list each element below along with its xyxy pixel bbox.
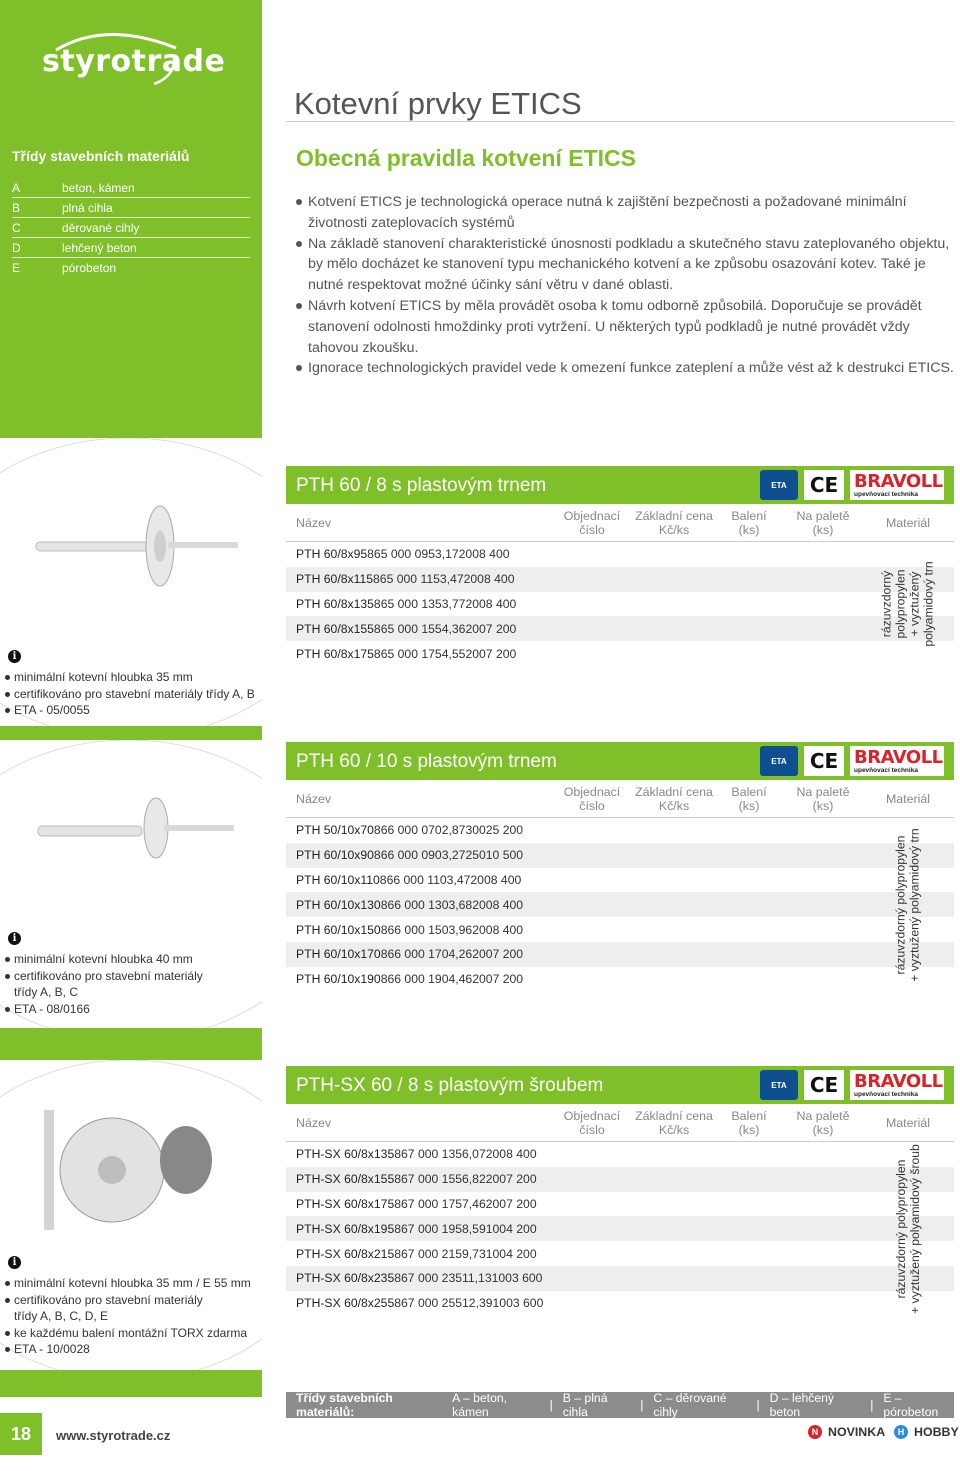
cell-code: 865 000 135 (373, 596, 442, 611)
col-material-header: Materiál (885, 1115, 931, 1130)
footer-class: D – lehčený beton (769, 1391, 834, 1419)
cell-name: PTH 60/10x90 (296, 848, 374, 863)
col-price-line2: Kč/ks (658, 522, 690, 537)
cell-code: 865 000 115 (373, 572, 440, 587)
table-header (286, 1104, 954, 1142)
material-cell (862, 818, 954, 992)
material-class-table (12, 178, 250, 278)
table-header (286, 504, 954, 542)
cell-name: PTH 60/8x115 (296, 572, 374, 587)
col-material-header: Materiál (885, 791, 931, 806)
table-row (286, 641, 954, 666)
class-row (12, 178, 250, 198)
eta-logo-icon: ETA (760, 1070, 798, 1100)
material-line: polypropylen (893, 569, 908, 639)
info-item: ETA - 05/0055 (4, 702, 258, 719)
table-row (286, 868, 954, 893)
footer-class: A – beton, kámen (452, 1391, 508, 1419)
product-table-pth-sx-60-8 (286, 1066, 954, 1316)
cell-price: 9,73 (462, 1246, 486, 1261)
col-pallet-line2: (ks) (812, 1122, 834, 1137)
product-title: PTH 60 / 8 s plastovým trnem (296, 475, 547, 496)
cell-pallet: 10 500 (485, 848, 524, 863)
certification-logos (760, 1070, 944, 1100)
col-pallet-header (784, 509, 862, 537)
class-value: beton, kámen (62, 180, 135, 195)
cell-price: 4,26 (448, 947, 473, 962)
cell-pack: 200 (472, 922, 493, 937)
bravoll-wordmark: BRAVOLL (854, 747, 943, 768)
separator: | (756, 1398, 760, 1412)
eta-logo-icon: ETA (760, 470, 798, 500)
cell-price: 6,82 (462, 1172, 486, 1187)
info-item: ke každému balení montážní TORX zdarma (4, 1325, 258, 1342)
cell-pallet: 7 200 (485, 621, 517, 636)
col-pack-line2: (ks) (738, 522, 760, 537)
table-row (286, 1142, 954, 1167)
table-row (286, 1291, 954, 1316)
cell-price: 3,47 (439, 572, 464, 587)
class-value: děrované cihly (62, 220, 140, 235)
col-pallet-line2: (ks) (812, 522, 834, 537)
info-item: ETA - 10/0028 (4, 1341, 258, 1358)
product-title: PTH 60 / 10 s plastovým trnem (296, 751, 557, 772)
class-value: plná cihla (62, 200, 113, 215)
table-row (286, 1266, 954, 1291)
cell-price: 3,47 (446, 872, 471, 887)
cell-code: 867 000 215 (394, 1246, 463, 1261)
cell-code: 865 000 095 (367, 547, 435, 562)
cell-name: PTH 60/10x130 (296, 897, 381, 912)
ce-mark-icon: CE (804, 470, 844, 500)
cell-price: 3,17 (434, 547, 459, 562)
cell-pack: 200 (458, 547, 479, 562)
material-text (880, 561, 936, 646)
cell-name: PTH-SX 60/8x215 (296, 1246, 395, 1261)
product-info-1 (4, 650, 258, 719)
product-table-pth-60-8 (286, 466, 954, 666)
col-pack-line1: Balení (731, 784, 767, 799)
material-line: + vyztužený polyamidový trn (908, 828, 922, 982)
cell-price: 3,27 (441, 848, 466, 863)
col-pack-line1: Balení (731, 508, 767, 523)
col-name-header: Název (296, 1115, 332, 1130)
separator: | (549, 1398, 553, 1412)
page-title: Kotevní prvky ETICS (294, 86, 582, 121)
cell-pack: 200 (463, 572, 484, 587)
cell-pallet: 7 200 (492, 947, 524, 962)
material-line: rázuvzdorný (879, 570, 894, 638)
class-value: pórobeton (62, 261, 117, 275)
cell-pallet: 3 600 (512, 1296, 544, 1311)
cell-code: 866 000 130 (380, 897, 449, 912)
bravoll-tagline: upevňovací technika (854, 767, 918, 774)
material-cell (862, 542, 954, 666)
info-item: ETA - 08/0166 (4, 1001, 258, 1018)
footer-class: B – plná cihla (562, 1391, 608, 1419)
col-pack-header (714, 785, 784, 813)
cell-pack: 200 (472, 947, 493, 962)
cell-price: 11,13 (462, 1271, 492, 1286)
info-icon: i (8, 932, 21, 945)
cell-code: 867 000 155 (394, 1172, 463, 1187)
cell-price: 7,46 (462, 1196, 486, 1211)
col-code-header: Objednací číslo (563, 784, 621, 813)
table-row (286, 942, 954, 967)
info-icon: i (8, 1256, 21, 1269)
cell-pack: 200 (485, 1196, 507, 1211)
col-price-header (634, 509, 714, 537)
separator: | (640, 1398, 644, 1412)
cell-pallet: 7 200 (506, 1196, 537, 1211)
legend-new (808, 1425, 885, 1439)
cell-pallet: 8 400 (492, 897, 524, 912)
cell-pallet: 8 400 (492, 922, 524, 937)
legend-label: HOBBY (914, 1425, 959, 1439)
cell-name: PTH 50/10x70 (296, 823, 374, 838)
cell-price: 4,46 (448, 972, 473, 987)
col-pallet-line1: Na paletě (796, 784, 850, 799)
cell-pack: 250 (465, 848, 486, 863)
footer-class: C – děrované cihly (653, 1391, 727, 1419)
cell-code: 866 000 070 (373, 823, 442, 838)
col-pallet-line1: Na paletě (796, 508, 850, 523)
table-row (286, 1192, 954, 1217)
col-price-line1: Základní cena (635, 1108, 713, 1123)
table-row (286, 542, 954, 567)
info-item: minimální kotevní hloubka 35 mm / E 55 mm (4, 1275, 258, 1292)
cell-price: 3,68 (448, 897, 473, 912)
footer-label: Třídy stavebních materiálů: (296, 1391, 393, 1419)
cell-pack: 200 (470, 872, 491, 887)
cell-pallet: 25 200 (485, 823, 524, 838)
product-info-3 (4, 1256, 258, 1358)
col-pack-line2: (ks) (738, 1122, 760, 1137)
col-price-line2: Kč/ks (658, 1122, 690, 1137)
cell-name: PTH-SX 60/8x235 (296, 1271, 395, 1286)
class-row (12, 198, 250, 218)
section-title: Obecná pravidla kotvení ETICS (296, 145, 636, 171)
cell-pack: 200 (472, 972, 493, 987)
cell-pallet: 7 200 (485, 646, 517, 661)
bravoll-wordmark: BRAVOLL (854, 1071, 943, 1092)
table-body (286, 1142, 954, 1316)
cell-code: 866 000 170 (380, 947, 449, 962)
bravoll-tagline: upevňovací technika (854, 1091, 918, 1098)
col-pallet-line2: (ks) (812, 798, 834, 813)
product-header (286, 1066, 954, 1104)
col-name-header: Název (296, 515, 332, 530)
cell-code: 866 000 150 (380, 922, 449, 937)
footer-class-legend (286, 1392, 954, 1418)
legend-label: NOVINKA (828, 1425, 886, 1439)
info-item: třídy A, B, C, D, E (14, 1309, 109, 1324)
table-row (286, 1241, 954, 1266)
cell-name: PTH 60/10x110 (296, 872, 380, 887)
class-row (12, 238, 250, 258)
cell-price: 3,77 (441, 596, 466, 611)
cell-code: 867 000 175 (394, 1196, 463, 1211)
col-pallet-line1: Na paletě (796, 1108, 850, 1123)
cell-code: 867 000 135 (394, 1147, 463, 1162)
cell-name: PTH 60/8x175 (296, 646, 374, 661)
material-line: rázuvzdorný polypropylen (894, 1159, 909, 1299)
material-line: + vyztužený (907, 571, 922, 637)
cell-price: 4,55 (441, 646, 466, 661)
class-key: B (12, 200, 21, 215)
class-key: D (12, 240, 21, 255)
cell-pack: 200 (485, 1172, 507, 1187)
info-icon: i (8, 650, 21, 663)
rule-item: Návrh kotvení ETICS by měla provádět osoba k tomu odborně způsobilá. Doporučuje se provádět stanovení odolnosti hmoždinky proti vytržení. U některých typů podkladů je nutné provádět vždy tahovou zkoušku. (296, 296, 956, 358)
table-body (286, 542, 954, 666)
bravoll-logo (850, 470, 944, 500)
cell-pallet: 7 200 (506, 1172, 537, 1187)
info-item: minimální kotevní hloubka 35 mm (4, 669, 258, 686)
cell-pack: 300 (465, 823, 486, 838)
col-code-header: Objednací číslo (563, 508, 621, 537)
cell-price: 6,07 (462, 1147, 486, 1162)
col-price-line1: Základní cena (635, 784, 713, 799)
product-header (286, 466, 954, 504)
cell-name: PTH 60/8x155 (296, 621, 374, 636)
cell-code: 866 000 110 (379, 872, 447, 887)
separator: | (870, 1398, 874, 1412)
material-line: + vyztužený polyamidový šroub (908, 1143, 923, 1314)
info-item: třídy A, B, C (14, 985, 79, 1000)
cell-name: PTH 60/10x170 (296, 947, 381, 962)
ce-mark-icon: CE (804, 1070, 844, 1100)
sidebar-title: Třídy stavebních materiálů (12, 148, 190, 164)
new-badge-icon: N (808, 1425, 822, 1439)
cell-name: PTH 60/8x95 (296, 547, 368, 562)
material-cell (862, 1142, 954, 1316)
bravoll-wordmark: BRAVOLL (854, 471, 943, 492)
hobby-badge-icon: H (894, 1425, 908, 1439)
col-pallet-header (784, 785, 862, 813)
class-key: E (12, 261, 21, 275)
website-link[interactable]: www.styrotrade.cz (56, 1428, 171, 1443)
brand-logo[interactable]: styrotrade (42, 44, 226, 79)
cell-pack: 200 (472, 897, 493, 912)
cell-pack: 100 (491, 1271, 512, 1286)
cell-code: 867 000 255 (394, 1296, 463, 1311)
cell-name: PTH 60/10x150 (296, 922, 381, 937)
table-row (286, 892, 954, 917)
cell-price: 4,36 (441, 621, 466, 636)
rule-item: Kotvení ETICS je technologická operace nutná k zajištění bezpečnosti a požadované minimální životnosti zateplovacích systémů (296, 192, 956, 234)
table-row (286, 592, 954, 617)
cell-price: 3,96 (448, 922, 473, 937)
col-pack-line2: (ks) (738, 798, 760, 813)
class-key: C (12, 220, 21, 235)
cell-name: PTH 60/10x190 (296, 972, 381, 987)
cell-code: 867 000 235 (394, 1271, 463, 1286)
material-line: rázuvzdorný polypropylen (894, 835, 908, 975)
cell-pallet: 8 400 (506, 1147, 537, 1162)
product-info-2 (4, 932, 258, 1017)
rule-item: Ignorace technologických pravidel vede k omezení funkce zateplení a může vést až k destrukci ETICS. (296, 358, 956, 379)
material-text (894, 828, 922, 981)
cell-price: 2,87 (441, 823, 466, 838)
col-price-line1: Základní cena (635, 508, 713, 523)
eta-logo-icon: ETA (760, 746, 798, 776)
bravoll-logo (850, 1070, 944, 1100)
info-item: certifikováno pro stavební materiály třídy A, B (4, 686, 258, 703)
cell-pack: 200 (465, 646, 486, 661)
col-pack-header (714, 1109, 784, 1137)
col-code-header: Objednací číslo (563, 1108, 621, 1137)
cell-name: PTH-SX 60/8x195 (296, 1221, 395, 1236)
bravoll-tagline: upevňovací technika (854, 491, 918, 498)
col-pack-line1: Balení (731, 1108, 767, 1123)
certification-logos (760, 746, 944, 776)
cell-pallet: 8 400 (483, 572, 515, 587)
cell-pallet: 8 400 (485, 596, 517, 611)
col-price-header (634, 785, 714, 813)
table-header (286, 780, 954, 818)
info-item: minimální kotevní hloubka 40 mm (4, 951, 258, 968)
product-table-pth-60-10 (286, 742, 954, 992)
ce-mark-icon: CE (804, 746, 844, 776)
material-text (894, 1144, 922, 1314)
rule-item: Na základě stanovení charakteristické únosnosti podkladu a skutečného stavu zateplovaného objektu, by mělo docházet ke stanovení typu mechanického kotvení a ke způsobu osazování kotev. Také je nutné respektovat možné účinky sání větru v dané oblasti. (296, 234, 956, 296)
col-name-header: Název (296, 791, 332, 806)
cell-pallet: 8 400 (479, 547, 510, 562)
product-header (286, 742, 954, 780)
info-item: certifikováno pro stavební materiály (4, 1292, 258, 1309)
table-row (286, 843, 954, 868)
cell-pack: 200 (465, 621, 486, 636)
cell-name: PTH 60/8x135 (296, 596, 374, 611)
cell-pack: 100 (485, 1221, 507, 1236)
cell-code: 866 000 090 (373, 848, 442, 863)
cell-price: 12,39 (462, 1296, 493, 1311)
footer-class: E – pórobeton (883, 1391, 939, 1419)
cell-pack: 100 (485, 1246, 507, 1261)
class-row (12, 258, 250, 278)
cell-price: 8,59 (462, 1221, 486, 1236)
cell-pallet: 7 200 (492, 972, 524, 987)
class-row (12, 218, 250, 238)
col-material-header: Materiál (885, 515, 931, 530)
table-row (286, 567, 954, 592)
col-pallet-header (784, 1109, 862, 1137)
class-key: A (12, 180, 21, 195)
info-item: certifikováno pro stavební materiály (4, 968, 258, 985)
table-row (286, 1216, 954, 1241)
product-title: PTH-SX 60 / 8 s plastovým šroubem (296, 1075, 604, 1096)
cell-code: 866 000 190 (380, 972, 449, 987)
cell-pack: 200 (465, 596, 486, 611)
legend-hobby (894, 1425, 959, 1439)
class-value: lehčený beton (62, 240, 137, 255)
col-pack-header (714, 509, 784, 537)
cell-name: PTH-SX 60/8x255 (296, 1296, 395, 1311)
bravoll-logo (850, 746, 944, 776)
cell-pallet: 3 600 (511, 1271, 543, 1286)
cell-name: PTH-SX 60/8x175 (296, 1196, 395, 1211)
cell-name: PTH-SX 60/8x135 (296, 1147, 395, 1162)
table-row (286, 616, 954, 641)
cell-name: PTH-SX 60/8x155 (296, 1172, 395, 1187)
cell-pack: 100 (492, 1296, 513, 1311)
cell-pallet: 4 200 (506, 1246, 537, 1261)
cell-code: 865 000 175 (373, 646, 442, 661)
material-line: polyamidový trn (921, 561, 936, 647)
table-row (286, 1167, 954, 1192)
col-price-header (634, 1109, 714, 1137)
certification-logos (760, 470, 944, 500)
cell-code: 867 000 195 (394, 1221, 463, 1236)
page-number: 18 (0, 1413, 42, 1455)
rules-list (296, 192, 956, 379)
table-row (286, 818, 954, 843)
table-row (286, 967, 954, 992)
cell-pallet: 4 200 (506, 1221, 537, 1236)
table-body (286, 818, 954, 992)
table-row (286, 917, 954, 942)
col-price-line2: Kč/ks (658, 798, 690, 813)
cell-pack: 200 (485, 1147, 507, 1162)
cell-pallet: 8 400 (490, 872, 522, 887)
cell-code: 865 000 155 (373, 621, 442, 636)
